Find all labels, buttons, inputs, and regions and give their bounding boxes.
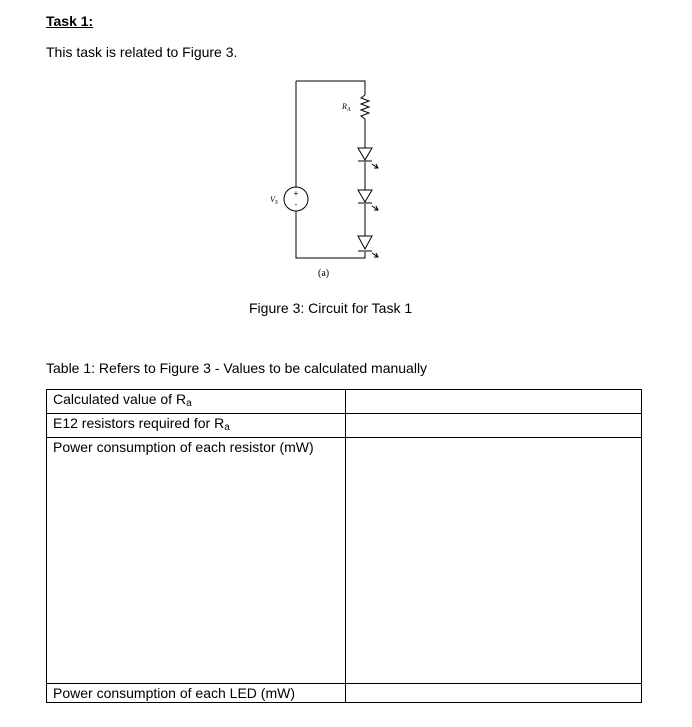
circuit-diagram [240,72,420,287]
value-cell[interactable] [345,438,641,684]
calculation-table [46,389,642,703]
table-row [47,390,642,414]
table-caption: Table 1: Refers to Figure 3 - Values to be calculated manually [46,360,428,376]
svg-text:RA [341,102,351,113]
task-heading: Task 1: [46,13,94,29]
led-1 [358,148,378,168]
row-label: E12 resistors required for $R_a$ [47,414,346,438]
resistor-subscript: A [346,107,351,113]
value-cell[interactable] [345,414,641,438]
led-2 [358,190,378,210]
source-label: V [270,195,275,204]
table-row [47,414,642,438]
source-minus: - [294,200,298,209]
svg-text:VS [270,195,278,206]
wire-left-lower [296,211,365,258]
row-label: Power consumption of each resistor (mW) [47,438,346,684]
table-row [47,684,642,703]
wire-top [296,81,365,95]
row-label: Power consumption of each LED (mW) [47,684,346,703]
source-plus: + [293,189,299,198]
source-subscript: S [274,200,278,206]
value-cell[interactable] [345,390,641,414]
value-cell[interactable] [345,684,641,703]
resistor-ra [361,95,369,119]
resistor-label: R [342,102,347,111]
figure-sub-label: (a) [318,268,330,279]
table-row [47,438,642,684]
led-3 [358,236,378,257]
row-label: Calculated value of $R_a$ [47,390,346,414]
figure-caption: Figure 3: Circuit for Task 1 [249,300,413,316]
task-intro: This task is related to Figure 3. [46,44,238,60]
